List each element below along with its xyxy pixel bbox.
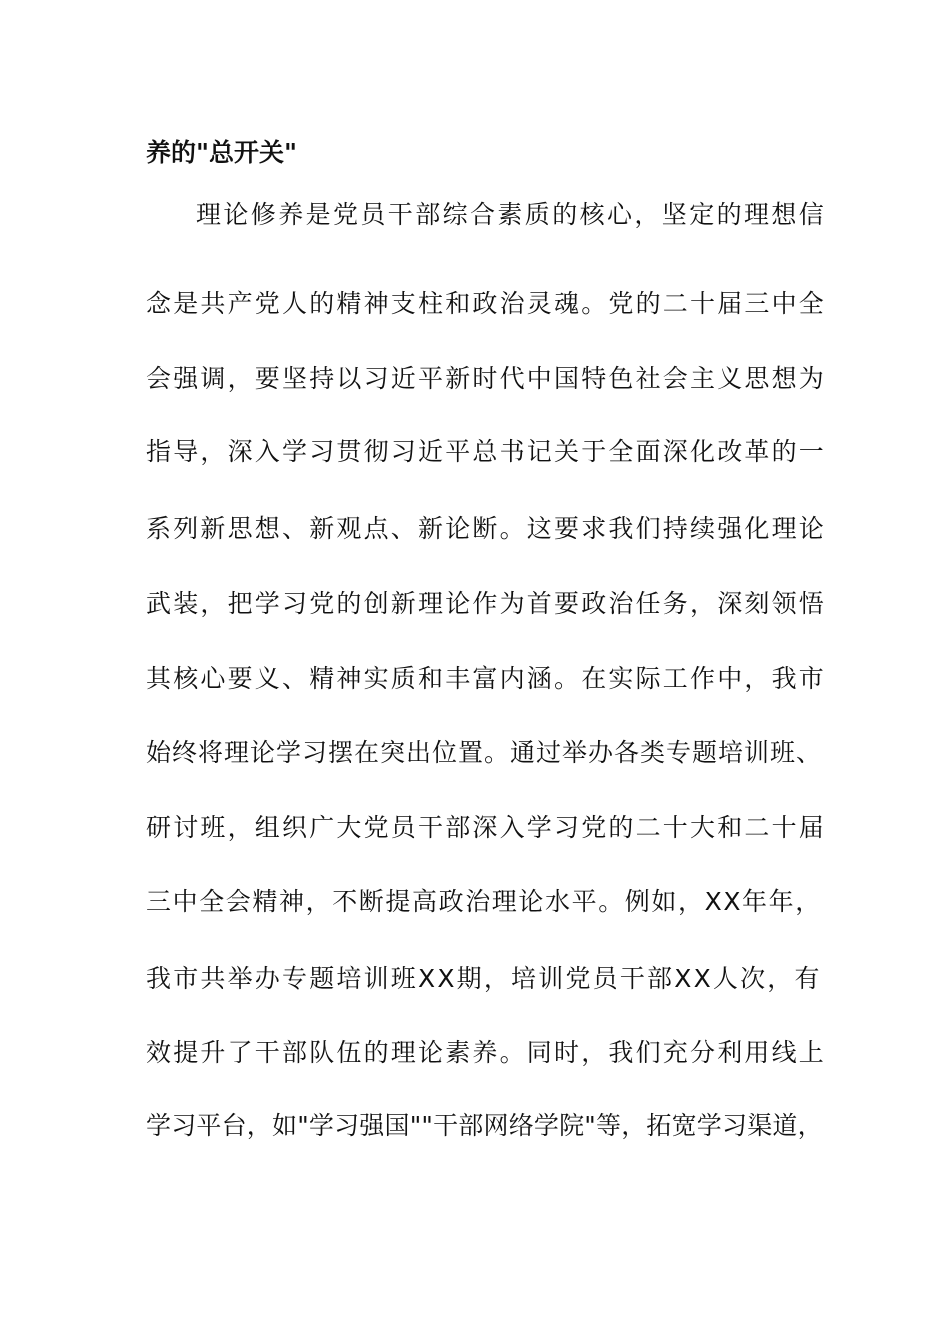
paragraph-line: 三中全会精神，不断提高政治理论水平。例如，XX年年， [146,887,822,916]
paragraph-line: 始终将理论学习摆在突出位置。通过举办各类专题培训班、 [146,738,823,767]
paragraph-line: 理论修养是党员干部综合素质的核心，坚定的理想信 [196,200,827,229]
paragraph-line: 学习平台，如"学习强国""干部网络学院"等，拓宽学习渠道， [146,1111,823,1140]
section-heading: 养的"总开关" [146,138,298,167]
paragraph-line: 武装，把学习党的创新理论作为首要政治任务，深刻领悟 [146,589,827,618]
paragraph-line: 研讨班，组织广大党员干部深入学习党的二十大和二十届 [146,813,827,842]
paragraph-line: 系列新思想、新观点、新论断。这要求我们持续强化理论 [146,514,827,543]
paragraph-line: 其核心要义、精神实质和丰富内涵。在实际工作中，我市 [146,664,827,693]
paragraph-line: 会强调，要坚持以习近平新时代中国特色社会主义思想为 [146,364,827,393]
paragraph-line: 效提升了干部队伍的理论素养。同时，我们充分利用线上 [146,1038,827,1067]
paragraph-line: 我市共举办专题培训班XX期，培训党员干部XX人次，有 [146,964,822,993]
paragraph-line: 念是共产党人的精神支柱和政治灵魂。党的二十届三中全 [146,289,827,318]
paragraph-line: 指导，深入学习贯彻习近平总书记关于全面深化改革的一 [146,437,827,466]
